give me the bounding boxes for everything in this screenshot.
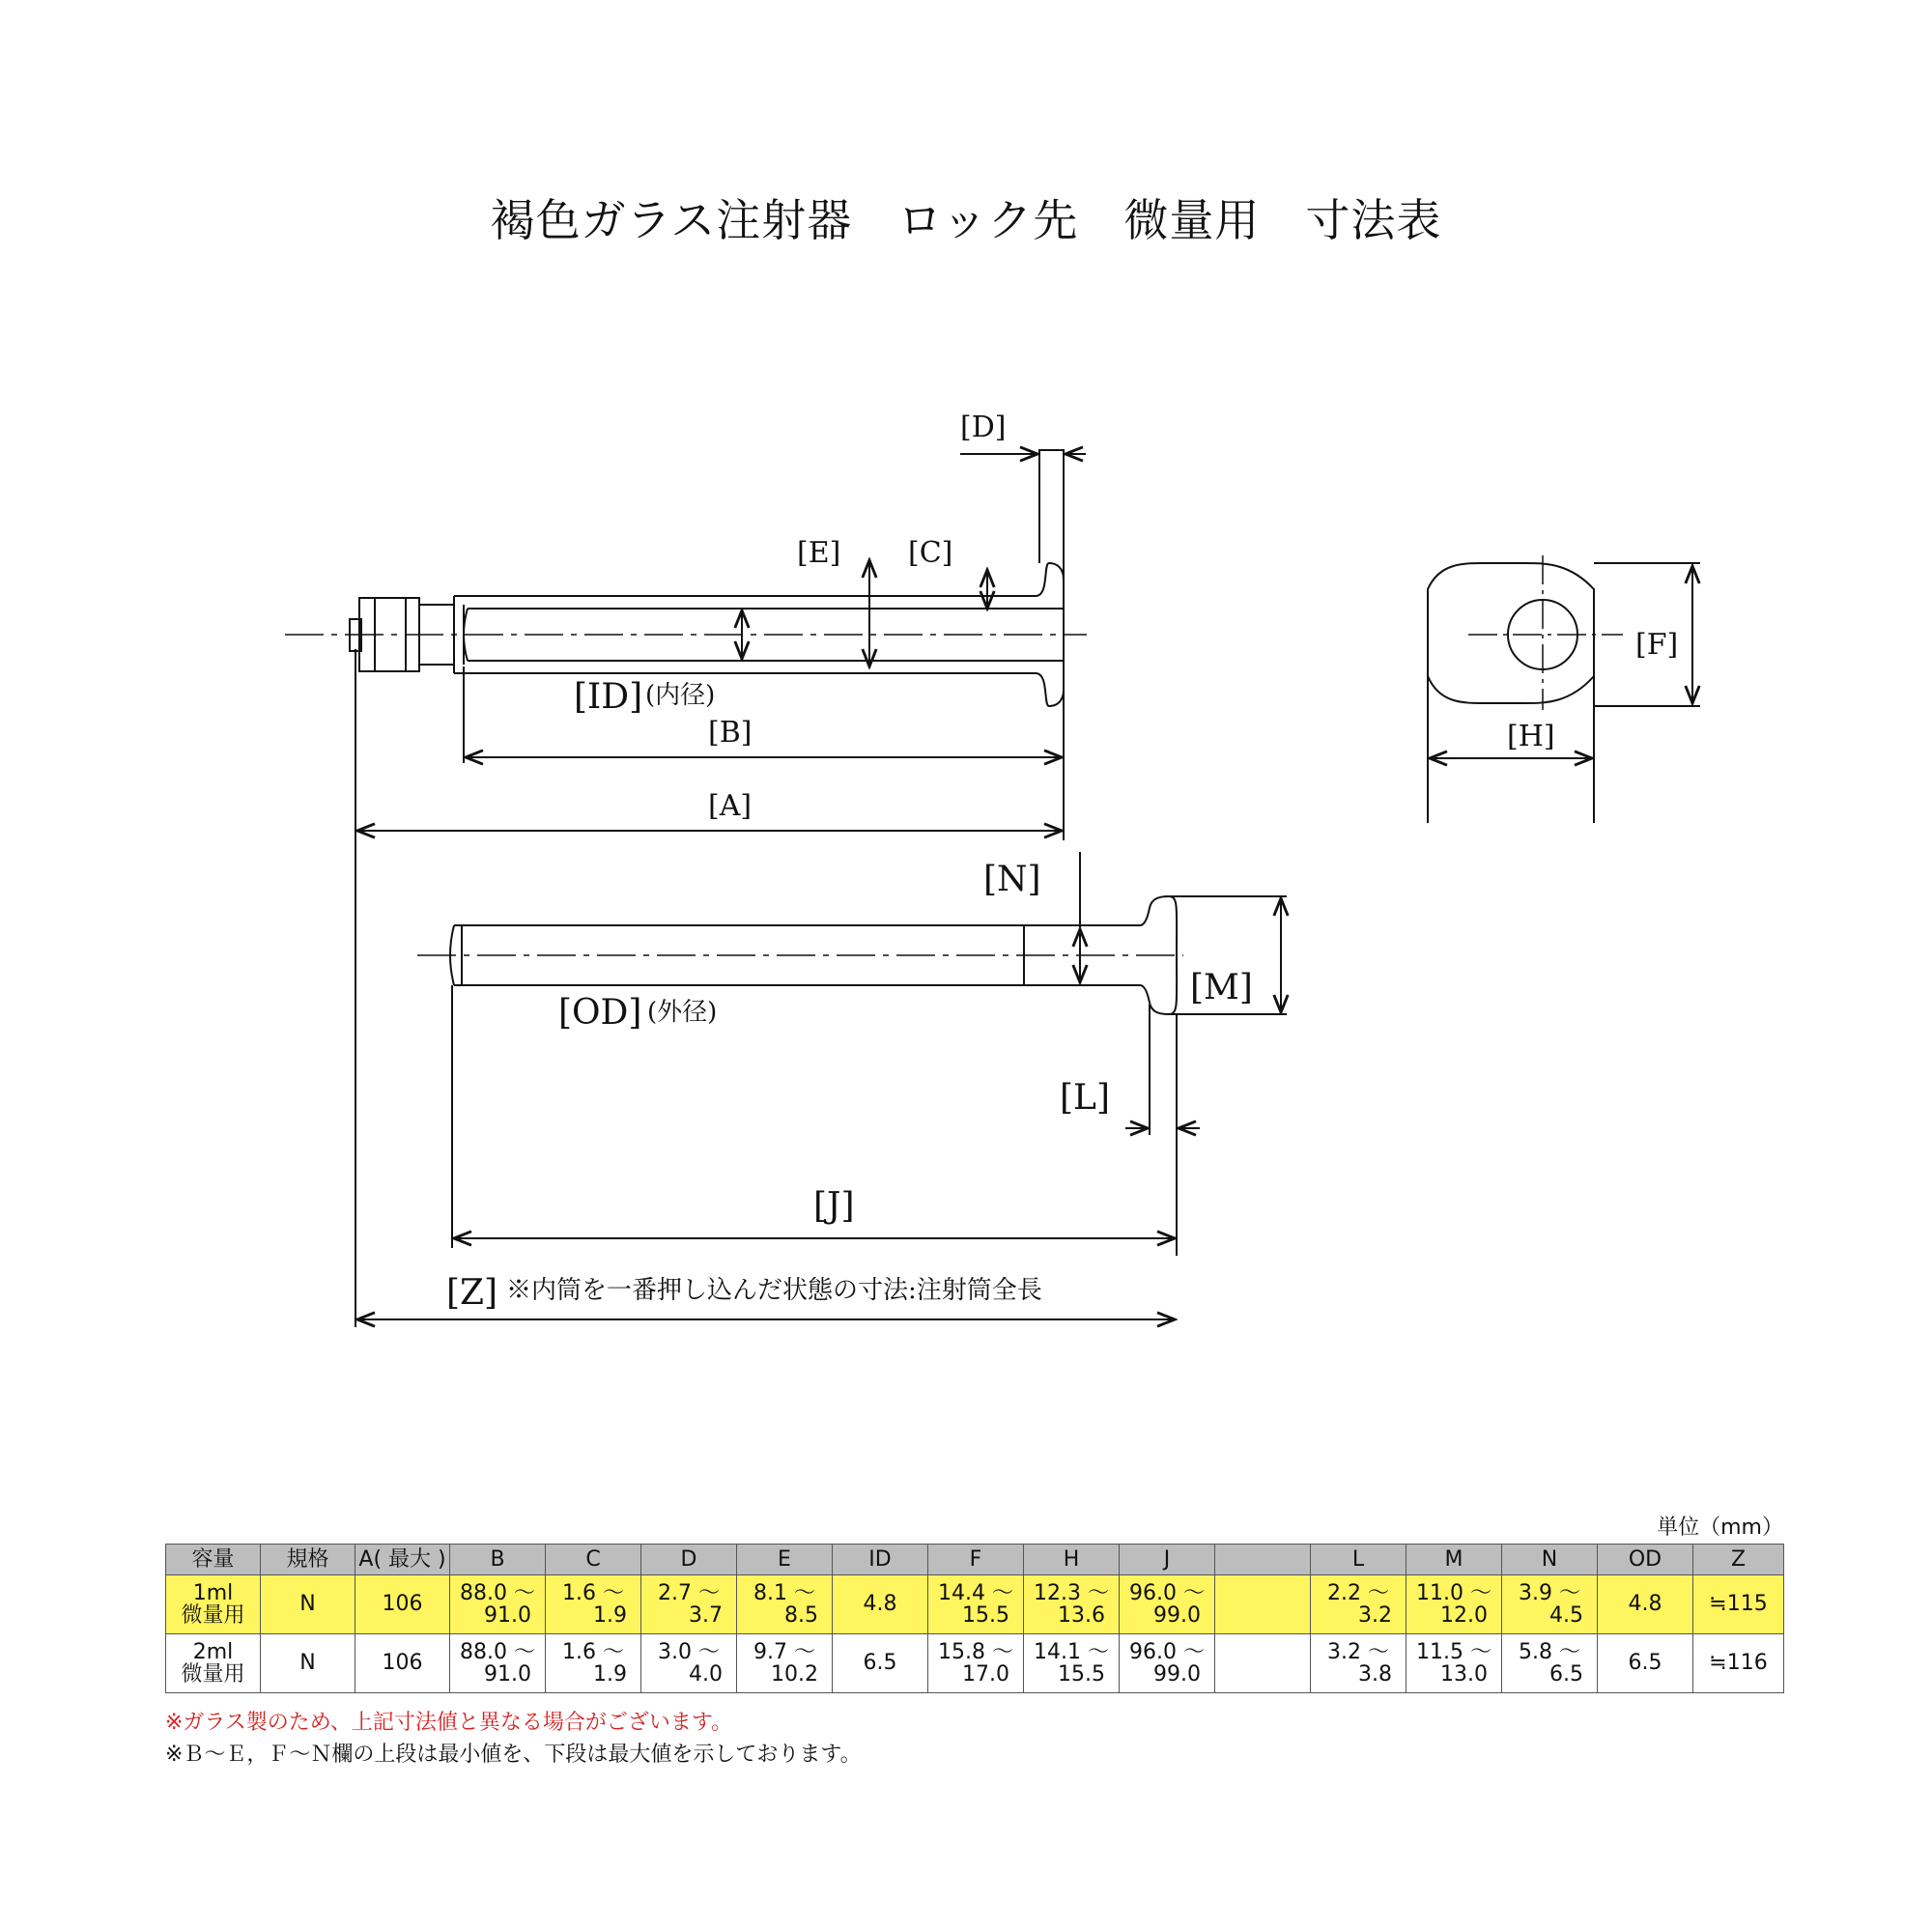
cell-j: 96.0 ～ 99.0	[1120, 1575, 1215, 1634]
cell-b: 88.0 ～ 91.0	[450, 1575, 546, 1634]
label-h: [H]	[1507, 720, 1555, 753]
label-z: [Z]	[446, 1273, 498, 1313]
col-header: N	[1502, 1545, 1598, 1575]
label-e: [E]	[797, 536, 841, 570]
unit-label: 単位（mm）	[1657, 1516, 1783, 1540]
cell-id: 6.5	[833, 1634, 928, 1693]
cell-n: 3.9 ～ 4.5	[1502, 1575, 1598, 1634]
cell-d: 3.0 ～ 4.0	[641, 1634, 737, 1693]
label-z-note: ※内筒を一番押し込んだ状態の寸法:注射筒全長	[506, 1276, 1042, 1305]
cell-n: 5.8 ～ 6.5	[1502, 1634, 1598, 1693]
cell-c: 1.6 ～ 1.9	[546, 1575, 641, 1634]
table-row	[166, 1634, 1784, 1693]
cell-z: ≒116	[1693, 1634, 1784, 1693]
col-header: ID	[833, 1545, 928, 1575]
range-note: ※Ｂ～Ｅ，Ｆ～Ｎ欄の上段は最小値を、下段は最大値を示しております。	[165, 1743, 862, 1767]
label-n: [N]	[983, 860, 1041, 899]
col-header: A( 最大 )	[355, 1545, 450, 1575]
plunger-outline	[417, 896, 1183, 1256]
cell-b: 88.0 ～ 91.0	[450, 1634, 546, 1693]
cell-spec: N	[261, 1575, 355, 1634]
cell-spec: N	[261, 1634, 355, 1693]
flange-end-view	[1428, 555, 1700, 823]
cell-l: 3.2 ～ 3.8	[1311, 1634, 1406, 1693]
col-header: E	[737, 1545, 833, 1575]
cell-h: 14.1 ～ 15.5	[1024, 1634, 1120, 1693]
cell-blank	[1215, 1575, 1311, 1634]
label-id-sub: (内径)	[645, 681, 716, 710]
table-row	[166, 1575, 1784, 1634]
cell-blank	[1215, 1634, 1311, 1693]
cell-f: 15.8 ～ 17.0	[928, 1634, 1024, 1693]
col-header	[1215, 1545, 1311, 1575]
cell-d: 2.7 ～ 3.7	[641, 1575, 737, 1634]
warning-note: ※ガラス製のため、上記寸法値と異なる場合がございます。	[165, 1711, 733, 1735]
col-header: M	[1406, 1545, 1502, 1575]
page-title: 褐色ガラス注射器 ロック先 微量用 寸法表	[490, 194, 1442, 246]
col-header: J	[1120, 1545, 1215, 1575]
col-header: D	[641, 1545, 737, 1575]
label-id: [ID]	[574, 677, 643, 717]
cell-l: 2.2 ～ 3.2	[1311, 1575, 1406, 1634]
cell-z: ≒115	[1693, 1575, 1784, 1634]
barrel-outline	[285, 450, 1087, 707]
col-header: 容量	[166, 1545, 261, 1575]
col-header: H	[1024, 1545, 1120, 1575]
col-header: Z	[1693, 1545, 1784, 1575]
cell-h: 12.3 ～ 13.6	[1024, 1575, 1120, 1634]
label-od: [OD]	[558, 993, 642, 1033]
cell-capacity: 1ml 微量用	[166, 1575, 261, 1634]
cell-e: 8.1 ～ 8.5	[737, 1575, 833, 1634]
col-header: C	[546, 1545, 641, 1575]
cell-od: 4.8	[1598, 1575, 1693, 1634]
col-header: OD	[1598, 1545, 1693, 1575]
label-b: [B]	[708, 716, 753, 750]
cell-id: 4.8	[833, 1575, 928, 1634]
table-header-row	[166, 1545, 1784, 1575]
label-od-sub: (外径)	[647, 998, 718, 1027]
label-a: [A]	[708, 789, 753, 823]
label-f: [F]	[1635, 628, 1679, 662]
label-c: [C]	[908, 536, 953, 570]
cell-j: 96.0 ～ 99.0	[1120, 1634, 1215, 1693]
col-header: F	[928, 1545, 1024, 1575]
cell-capacity: 2ml 微量用	[166, 1634, 261, 1693]
cell-m: 11.0 ～ 12.0	[1406, 1575, 1502, 1634]
col-header: L	[1311, 1545, 1406, 1575]
label-j: [J]	[813, 1186, 855, 1226]
cell-e: 9.7 ～ 10.2	[737, 1634, 833, 1693]
cell-a: 106	[355, 1575, 450, 1634]
label-d: [D]	[960, 411, 1007, 444]
col-header: B	[450, 1545, 546, 1575]
dimension-table	[165, 1544, 1784, 1693]
cell-m: 11.5 ～ 13.0	[1406, 1634, 1502, 1693]
cell-c: 1.6 ～ 1.9	[546, 1634, 641, 1693]
cell-f: 14.4 ～ 15.5	[928, 1575, 1024, 1634]
col-header: 規格	[261, 1545, 355, 1575]
cell-a: 106	[355, 1634, 450, 1693]
label-m: [M]	[1190, 968, 1253, 1007]
cell-od: 6.5	[1598, 1634, 1693, 1693]
label-l: [L]	[1060, 1078, 1110, 1118]
